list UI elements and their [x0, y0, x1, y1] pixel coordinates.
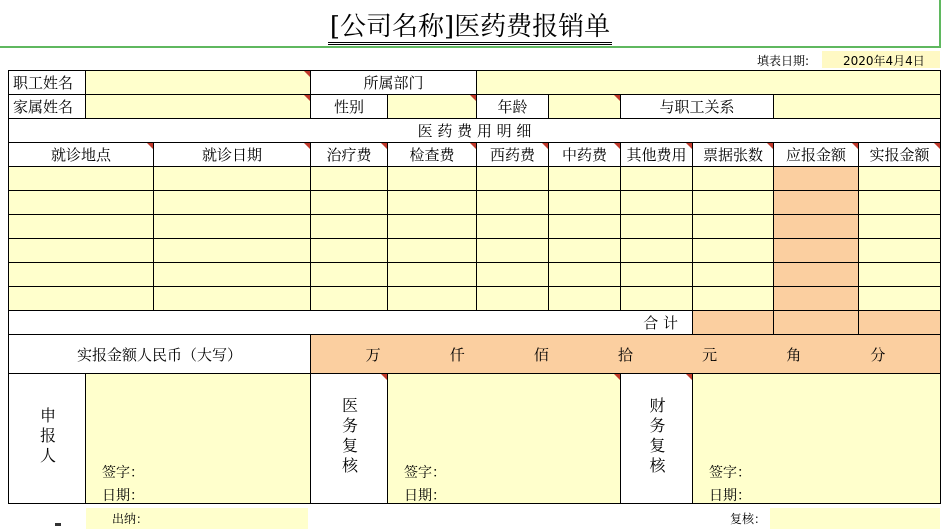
- fill-date-value[interactable]: 2020年4月4日: [843, 54, 925, 68]
- column-header-date: 就诊日期: [154, 143, 311, 167]
- location-cell[interactable]: [9, 191, 154, 215]
- actual-cell[interactable]: [859, 167, 941, 191]
- dept-label: 所属部门: [311, 71, 477, 95]
- applicant-date-label: 日期：: [102, 488, 144, 504]
- western-med-cell[interactable]: [477, 263, 549, 287]
- detail-row: [9, 287, 941, 311]
- column-header-location: 就诊地点: [9, 143, 154, 167]
- rmb-label: 实报金额人民币（大写）: [9, 335, 311, 374]
- date-cell[interactable]: [154, 215, 311, 239]
- applicant-sign-area[interactable]: [86, 374, 311, 504]
- medical-review-label-cell: [311, 374, 388, 504]
- receipts-cell[interactable]: [693, 287, 774, 311]
- claimable-cell[interactable]: [774, 263, 859, 287]
- age-input[interactable]: [549, 95, 621, 119]
- treatment-cell[interactable]: [311, 287, 388, 311]
- location-cell[interactable]: [9, 263, 154, 287]
- chinese-med-cell[interactable]: [549, 167, 621, 191]
- actual-cell[interactable]: [859, 191, 941, 215]
- total-label: 合 计: [9, 311, 693, 335]
- finance-review-sign-area[interactable]: [693, 374, 941, 504]
- claimable-cell[interactable]: [774, 191, 859, 215]
- other-cell[interactable]: [621, 239, 693, 263]
- unit-shi: 拾: [617, 345, 633, 364]
- employee-name-input[interactable]: [86, 71, 311, 95]
- column-header-claimable: 应报金额: [774, 143, 859, 167]
- treatment-cell[interactable]: [311, 167, 388, 191]
- family-name-input[interactable]: [86, 95, 311, 119]
- western-med-cell[interactable]: [477, 167, 549, 191]
- employee-name-label: 职工姓名: [9, 71, 86, 95]
- column-header-chinese-med: 中药费: [549, 143, 621, 167]
- title-area: [0, 0, 951, 48]
- other-cell[interactable]: [621, 287, 693, 311]
- exam-cell[interactable]: [388, 215, 477, 239]
- receipts-cell[interactable]: [693, 263, 774, 287]
- fill-date-label: 填表日期:: [757, 54, 810, 68]
- other-cell[interactable]: [621, 215, 693, 239]
- finance-review-label: 财务复核: [647, 396, 666, 477]
- other-cell[interactable]: [621, 191, 693, 215]
- cell-selection-border: [0, 46, 940, 48]
- family-name-label: 家属姓名: [9, 95, 86, 119]
- unit-fen: 分: [870, 345, 886, 364]
- recheck-cell[interactable]: [770, 508, 940, 529]
- receipts-cell[interactable]: [693, 167, 774, 191]
- western-med-cell[interactable]: [477, 191, 549, 215]
- western-med-cell[interactable]: [477, 287, 549, 311]
- scroll-marker: [55, 523, 61, 526]
- cell-selection-border-right: [939, 0, 941, 48]
- rmb-amount-field[interactable]: [311, 335, 941, 374]
- chinese-med-cell[interactable]: [549, 191, 621, 215]
- form-title: [公司名称]医药费报销单: [0, 6, 940, 43]
- column-header-exam: 检查费: [388, 143, 477, 167]
- treatment-cell[interactable]: [311, 263, 388, 287]
- relation-label: 与职工关系: [621, 95, 774, 119]
- claimable-cell[interactable]: [774, 239, 859, 263]
- applicant-label-cell: [9, 374, 86, 504]
- medical-review-sign-area[interactable]: [388, 374, 621, 504]
- cashier-label: 出纳：: [112, 512, 149, 526]
- detail-row: [9, 263, 941, 287]
- applicant-sign-label: 签字：: [102, 465, 144, 481]
- claimable-cell[interactable]: [774, 167, 859, 191]
- chinese-med-cell[interactable]: [549, 263, 621, 287]
- western-med-cell[interactable]: [477, 215, 549, 239]
- column-header-other: 其他费用: [621, 143, 693, 167]
- total-receipts-cell[interactable]: [693, 311, 774, 335]
- actual-cell[interactable]: [859, 263, 941, 287]
- unit-qian: 仟: [449, 345, 465, 364]
- actual-cell[interactable]: [859, 239, 941, 263]
- date-cell[interactable]: [154, 263, 311, 287]
- treatment-cell[interactable]: [311, 215, 388, 239]
- total-actual-cell[interactable]: [859, 311, 941, 335]
- receipts-cell[interactable]: [693, 191, 774, 215]
- detail-row: [9, 215, 941, 239]
- gender-label: 性别: [311, 95, 388, 119]
- exam-cell[interactable]: [388, 239, 477, 263]
- exam-cell[interactable]: [388, 167, 477, 191]
- exam-cell[interactable]: [388, 263, 477, 287]
- reimbursement-form-table: [8, 70, 941, 504]
- medical-sign-label: 签字：: [404, 465, 446, 481]
- column-header-actual: 实报金额: [859, 143, 941, 167]
- applicant-label: 申报人: [37, 406, 57, 467]
- unit-wan: 万: [365, 345, 381, 364]
- dept-input[interactable]: [477, 71, 941, 95]
- western-med-cell[interactable]: [477, 239, 549, 263]
- other-cell[interactable]: [621, 263, 693, 287]
- chinese-med-cell[interactable]: [549, 287, 621, 311]
- actual-cell[interactable]: [859, 287, 941, 311]
- actual-cell[interactable]: [859, 215, 941, 239]
- relation-input[interactable]: [774, 95, 941, 119]
- date-cell[interactable]: [154, 191, 311, 215]
- medical-date-label: 日期：: [404, 488, 446, 504]
- detail-row: [9, 191, 941, 215]
- column-header-treatment: 治疗费: [311, 143, 388, 167]
- medical-review-label: 医务复核: [339, 396, 359, 477]
- unit-jiao: 角: [786, 345, 802, 364]
- exam-cell[interactable]: [388, 287, 477, 311]
- date-cell[interactable]: [154, 167, 311, 191]
- unit-bai: 佰: [533, 345, 549, 364]
- location-cell[interactable]: [9, 167, 154, 191]
- location-cell[interactable]: [9, 239, 154, 263]
- finance-review-label-cell: [621, 374, 693, 504]
- date-cell[interactable]: [154, 287, 311, 311]
- column-header-western-med: 西药费: [477, 143, 549, 167]
- exam-cell[interactable]: [388, 191, 477, 215]
- location-cell[interactable]: [9, 287, 154, 311]
- receipts-cell[interactable]: [693, 215, 774, 239]
- unit-yuan: 元: [702, 345, 718, 364]
- date-cell[interactable]: [154, 239, 311, 263]
- detail-row: [9, 239, 941, 263]
- claimable-cell[interactable]: [774, 287, 859, 311]
- detail-title: 医 药 费 用 明 细: [9, 119, 941, 143]
- finance-date-label: 日期：: [709, 488, 751, 504]
- receipts-cell[interactable]: [693, 239, 774, 263]
- finance-sign-label: 签字：: [709, 465, 751, 481]
- location-cell[interactable]: [9, 215, 154, 239]
- total-claimable-cell[interactable]: [774, 311, 859, 335]
- claimable-cell[interactable]: [774, 215, 859, 239]
- gender-input[interactable]: [388, 95, 477, 119]
- other-cell[interactable]: [621, 167, 693, 191]
- chinese-med-cell[interactable]: [549, 239, 621, 263]
- column-header-receipts: 票据张数: [693, 143, 774, 167]
- chinese-med-cell[interactable]: [549, 215, 621, 239]
- age-label: 年龄: [477, 95, 549, 119]
- detail-row: [9, 167, 941, 191]
- treatment-cell[interactable]: [311, 191, 388, 215]
- recheck-label: 复核：: [730, 512, 767, 526]
- treatment-cell[interactable]: [311, 239, 388, 263]
